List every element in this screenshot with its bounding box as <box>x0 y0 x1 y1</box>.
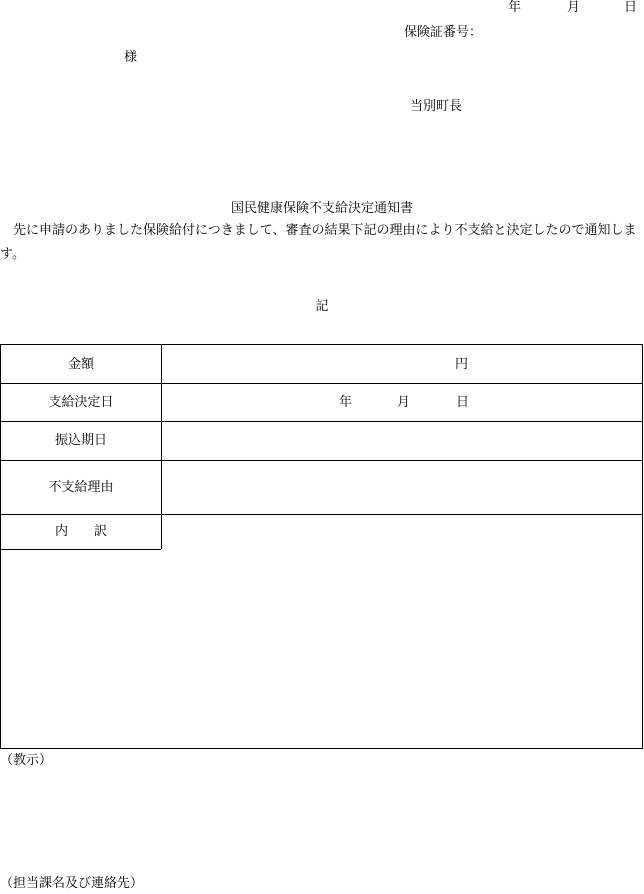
date-day: 日 <box>624 0 638 15</box>
detail-table <box>0 344 643 749</box>
recipient-suffix: 様 <box>124 50 138 65</box>
row-divider <box>1 383 643 384</box>
breakdown-label: 内 訳 <box>54 524 107 539</box>
payment-decision-date-label: 支給決定日 <box>48 395 114 410</box>
insurance-number-label: 保険証番号： <box>404 25 483 40</box>
row-divider <box>1 421 643 422</box>
issuer: 当別町長 <box>410 99 463 114</box>
date-year: 年 <box>508 0 522 15</box>
document-title: 国民健康保険不支給決定通知書 <box>230 201 413 216</box>
decision-day: 日 <box>456 395 470 410</box>
decision-month: 月 <box>397 395 411 410</box>
decision-year: 年 <box>339 395 353 410</box>
amount-label: 金額 <box>67 357 94 372</box>
date-month: 月 <box>567 0 581 15</box>
non-payment-reason-label: 不支給理由 <box>48 480 114 495</box>
transfer-date-label: 振込期日 <box>54 433 107 448</box>
label-cell-bottom <box>1 549 161 550</box>
body-paragraph: 先に申請のありました保険給付につきまして、審査の結果下記の理由により不支給と決定したので通知します。 <box>0 223 637 262</box>
ki-label: 記 <box>315 299 329 314</box>
contact-label: （担当課名及び連絡先） <box>0 876 144 891</box>
amount-value: 円 <box>455 357 469 372</box>
date-line <box>0 0 644 16</box>
column-divider <box>161 345 162 549</box>
instruction-label: （教示） <box>0 753 53 768</box>
row-divider <box>1 460 643 461</box>
row-divider <box>1 514 643 515</box>
